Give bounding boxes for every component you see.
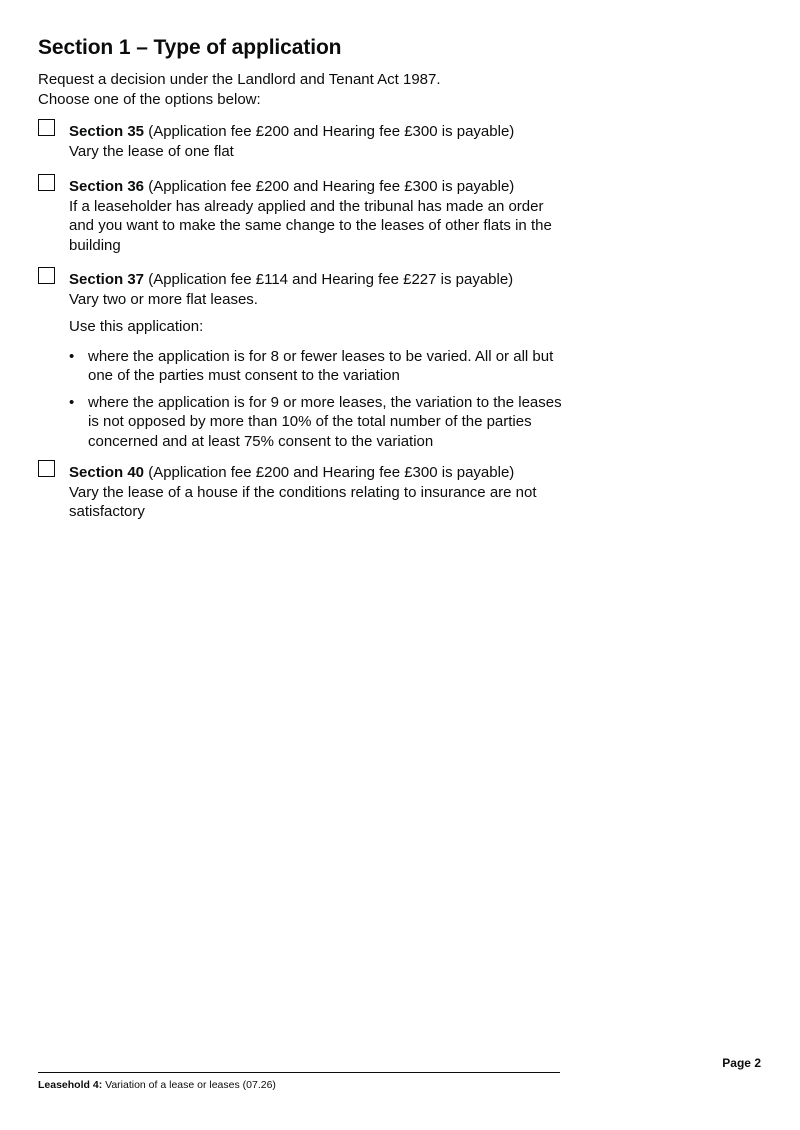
list-item xyxy=(69,393,569,452)
list-item-text: where the application is for 9 or more leases, the variation to the leases is not opposed by more than 10% of the total number of the parties concerned and at least 75% consent to the variation xyxy=(88,393,562,450)
list-item-text: where the application is for 8 or fewer leases to be varied. All or all but one of the parties must consent to the variation xyxy=(88,347,554,384)
intro-instruction: Choose one of the options below: xyxy=(38,90,261,108)
option-title: Section 37 xyxy=(69,271,145,288)
option-section-37 xyxy=(38,267,578,458)
footer-form-id: Leasehold 4: xyxy=(38,1079,103,1091)
footer-form-title: Variation of a lease or leases (07.26) xyxy=(102,1079,276,1091)
option-heading xyxy=(69,463,569,483)
option-heading xyxy=(69,122,569,142)
option-body xyxy=(69,460,569,522)
option-title: Section 36 xyxy=(69,178,145,195)
section-heading: Section 1 – Type of application xyxy=(38,36,342,59)
option-body xyxy=(69,174,569,255)
option-body xyxy=(69,267,569,451)
option-description: If a leaseholder has already applied and the tribunal has made an order and you want to make the same change to the leases of other flats in the building xyxy=(69,197,552,254)
use-application-label: Use this application: xyxy=(69,318,204,335)
section-intro xyxy=(38,70,578,109)
option-fee: (Application fee £114 and Hearing fee £227 is payable) xyxy=(144,271,514,288)
option-section-36 xyxy=(38,174,578,255)
option-fee: (Application fee £200 and Hearing fee £300 is payable) xyxy=(144,123,515,140)
bullet-icon: • xyxy=(69,393,75,411)
option-description: Vary the lease of a house if the conditions relating to insurance are not satisfactory xyxy=(69,483,537,520)
footer-divider xyxy=(38,1072,560,1073)
list-item xyxy=(69,347,569,386)
option-section-35 xyxy=(38,119,578,161)
conditions-list xyxy=(69,347,569,452)
option-section-40 xyxy=(38,460,578,522)
option-heading xyxy=(69,270,569,290)
option-heading xyxy=(69,177,569,197)
section-37-checkbox[interactable] xyxy=(38,267,55,284)
footer-form-reference xyxy=(38,1078,276,1092)
intro-line: Request a decision under the Landlord and Tenant Act 1987. xyxy=(38,71,441,88)
option-title: Section 40 xyxy=(69,464,145,481)
option-title: Section 35 xyxy=(69,123,145,140)
option-description: Vary the lease of one flat xyxy=(69,142,234,160)
page-number: Page 2 xyxy=(722,1056,761,1070)
option-fee: (Application fee £200 and Hearing fee £300 is payable) xyxy=(144,464,515,481)
section-40-checkbox[interactable] xyxy=(38,460,55,477)
option-fee: (Application fee £200 and Hearing fee £300 is payable) xyxy=(144,178,515,195)
option-body xyxy=(69,119,569,161)
option-description: Vary two or more flat leases. xyxy=(69,290,258,308)
section-35-checkbox[interactable] xyxy=(38,119,55,136)
section-36-checkbox[interactable] xyxy=(38,174,55,191)
bullet-icon: • xyxy=(69,347,75,365)
